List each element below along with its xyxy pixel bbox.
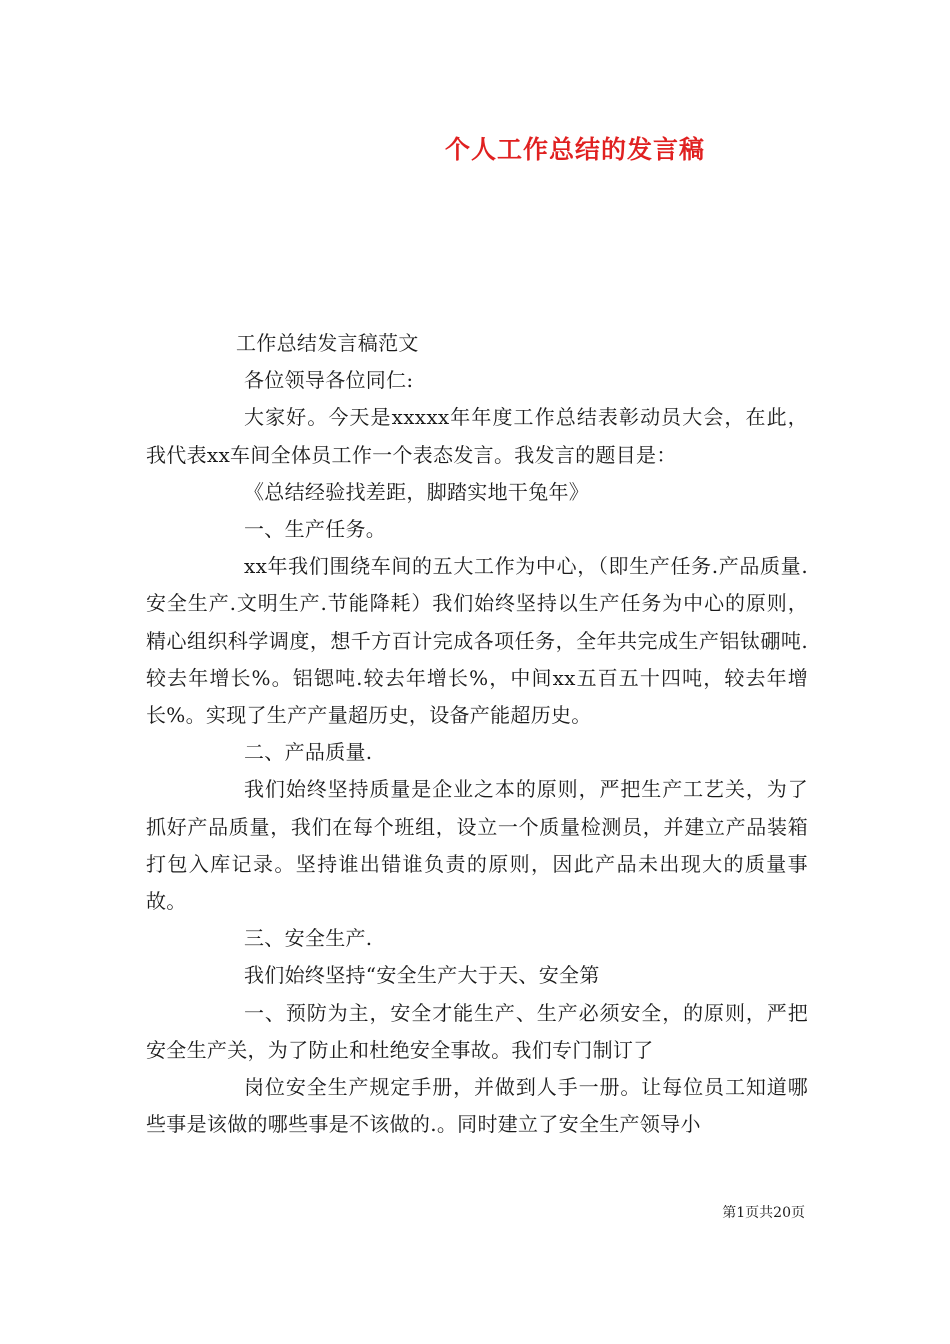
- greeting: 各位领导各位同仁:: [244, 368, 414, 393]
- paragraph-speech-title: 《总结经验找差距，脚踏实地干兔年》: [244, 479, 590, 504]
- paragraph-production: xx年我们围绕车间的五大工作为中心，（即生产任务.产品质量.安全生产.文明生产.节能降耗）我们始终坚持以生产任务为中心的原则，精心组织科学调度，想千方百计完成各项任务，全年共完成生产铝钛硼吨.较去年增长%。铝锶吨.较去年增长%，中间xx五百五十四吨，较去年增长%。实现了生产产量超历史，设备产能超历史。: [146, 554, 808, 728]
- paragraph-opening: 大家好。今天是xxxxx年年度工作总结表彰动员大会，在此，我代表xx车间全体员工作一个表态发言。我发言的题目是：: [146, 405, 808, 467]
- section-heading-production: 一、生产任务。: [244, 517, 387, 542]
- paragraph-safety-manual: 岗位安全生产规定手册，并做到人手一册。让每位员工知道哪些事是该做的哪些事是不该做的.。同时建立了安全生产领导小: [146, 1075, 808, 1137]
- document-subtitle: 工作总结发言稿范文: [236, 331, 419, 355]
- document-body: [146, 325, 808, 1143]
- section-heading-quality: 二、产品质量.: [244, 740, 373, 765]
- page-number-footer: 第1页共20页: [722, 1205, 805, 1221]
- paragraph-safety-intro: 我们始终坚持“安全生产大于天、安全第: [244, 963, 600, 988]
- section-heading-safety: 三、安全生产.: [244, 926, 373, 951]
- paragraph-safety-principle: 一、预防为主，安全才能生产、生产必须安全，的原则，严把安全生产关，为了防止和杜绝安全事故。我们专门制订了: [146, 1000, 808, 1062]
- document-title: 个人工作总结的发言稿: [444, 135, 705, 164]
- paragraph-quality: 我们始终坚持质量是企业之本的原则，严把生产工艺关，为了抓好产品质量，我们在每个班组，设立一个质量检测员，并建立产品装箱打包入库记录。坚持谁出错谁负责的原则，因此产品未出现大的质量事故。: [146, 777, 808, 914]
